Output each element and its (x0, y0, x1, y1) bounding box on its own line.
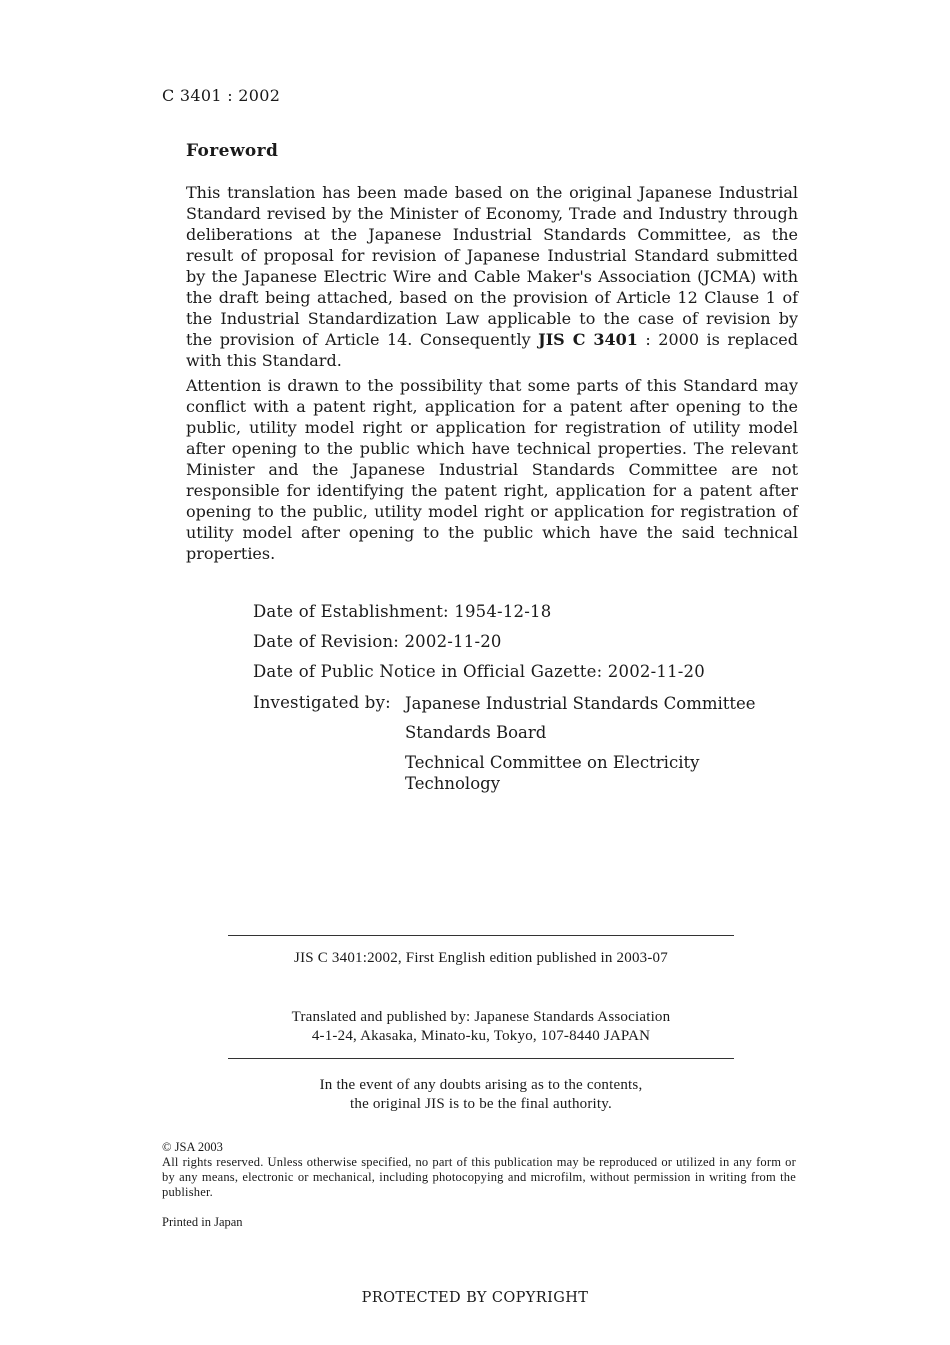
investigator-tech-committee-cont: Technology (405, 774, 501, 793)
investigator-committee: Japanese Industrial Standards Committee (405, 694, 756, 713)
copyright-footer: PROTECTED BY COPYRIGHT (361, 1290, 589, 1306)
foreword-p1-text: This translation has been made based on the original Japanese Industrial Standard revised by the Minister of Economy, Trade and Industry through deliberations at the Japanese Industrial Standards Committee, as the result of proposal for revision of Japanese Industrial Standard submitted by the Japanese Electric Wire and Cable Maker's Association (JCMA) with the draft being attached, based on the provision of Article 12 Clause 1 of the Industrial Standardization Law applicable to the case of revision by the provision of Article 14. Consequently (186, 183, 798, 349)
copyright-notice: © JSA 2003 (162, 1140, 223, 1154)
divider-top (228, 935, 734, 936)
rights-statement: All rights reserved. Unless otherwise specified, no part of this publication may be reproduced or utilized in any form or by any means, electronic or mechanical, including photocopying and microfilm, without permission in writing from the publisher. (162, 1155, 796, 1199)
divider-bottom (228, 1058, 734, 1059)
publisher-line: Translated and published by: Japanese Standards Association (291, 1009, 671, 1025)
investigated-label: Investigated by: (253, 693, 391, 712)
document-code: C 3401 : 2002 (162, 86, 281, 105)
date-public-notice: Date of Public Notice in Official Gazette: 2002-11-20 (253, 662, 705, 681)
edition-line: JIS C 3401:2002, First English edition published in 2003-07 (294, 950, 668, 966)
date-establishment: Date of Establishment: 1954-12-18 (253, 602, 552, 621)
standard-ref: JIS C 3401 (538, 330, 638, 349)
foreword-p1-tail: : 2000 is replaced with this Standard. (186, 330, 798, 370)
authority-line-1: In the event of any doubts arising as to the contents, (319, 1077, 643, 1093)
investigator-board: Standards Board (405, 723, 547, 742)
publisher-address: 4-1-24, Akasaka, Minato-ku, Tokyo, 107-8440 JAPAN (311, 1028, 651, 1044)
date-revision: Date of Revision: 2002-11-20 (253, 632, 502, 651)
foreword-paragraph-2: Attention is drawn to the possibility that some parts of this Standard may conflict with a patent right, application for a patent after opening to the public, utility model right or application for registration of utility model after opening to the public which have technical properties. The relevant Minister and the Japanese Industrial Standards Committee are not responsible for identifying the patent right, application for a patent after opening to the public, utility model right or application for registration of utility model after opening to the public which have the said technical properties. (186, 376, 798, 563)
authority-line-2: the original JIS is to be the final authority. (350, 1096, 612, 1112)
foreword-paragraph-1 (186, 182, 798, 371)
investigator-tech-committee: Technical Committee on Electricity (405, 753, 700, 772)
foreword-title: Foreword (186, 141, 279, 161)
printed-in: Printed in Japan (162, 1215, 243, 1229)
